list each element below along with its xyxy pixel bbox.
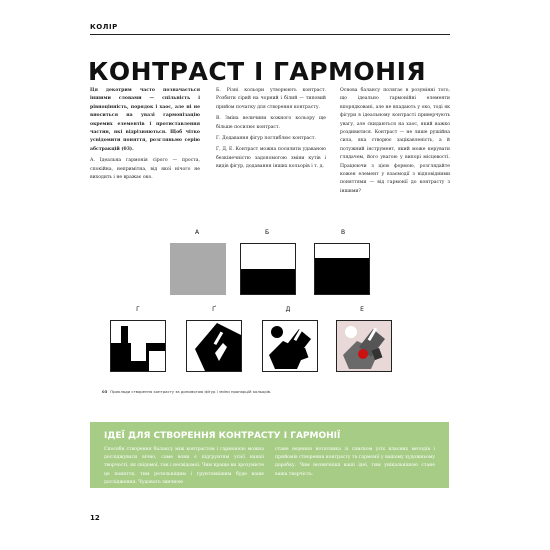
paragraph-gde: Ґ, Д, Е. Контраст можна посилити удаваною безкінечністю задопомогою зміни кутів і видів фігур, додавання інших кольорів і т. д. — [216, 147, 326, 170]
caption-text: Приклади створення контрасту за допомогою фігур і зміни пропорцій кольорів. — [110, 389, 272, 394]
figure-d-circle — [262, 320, 318, 372]
text-column-2 — [216, 87, 326, 175]
figure-label-v: В — [340, 229, 346, 236]
figure-g-ukr-rotated — [186, 320, 242, 372]
text-column-3 — [340, 87, 450, 199]
caption-number: 03 — [102, 389, 108, 394]
figure-e-color — [336, 320, 392, 372]
paragraph-b: Б. Різні кольори утворюють контраст. Розбити сірий на чорний і білий — типовий прийом початку для створення контрасту. — [216, 88, 326, 110]
page-title: КОНТРАСТ І ГАРМОНІЯ — [88, 57, 427, 86]
figure-caption — [102, 389, 271, 394]
section-header: КОЛІР — [90, 23, 118, 31]
figure-label-g-ukr: Ґ — [212, 306, 216, 313]
figure-g-shapes — [110, 320, 166, 372]
figure-label-b: Б — [264, 229, 270, 236]
figure-a-gray — [170, 243, 226, 295]
header-divider — [90, 34, 450, 35]
ideas-text-right: стане ведення нотатника зі списком усіх власних методів і прийомів створення контрасту та гармонії у вашому художньому доробку. Чим незвичніші ваші ідеї, тим унікальнішою стане ваша творчість. — [275, 447, 435, 477]
paragraph-g: Г. Додавання фігур поглиблює контраст. — [216, 136, 316, 142]
intro-paragraph: Ця декотрим часто позначається іншими словами — спільність і рівноцінність, порядок і хаос, але ні не вноситься на увазі гармонізацію окремих елементів і протиставлення частин, які відрізняються. Щоб чітко усвідомити поняття, розгляньмо серію абстракцій (03). — [90, 88, 200, 152]
figure-label-e: Е — [360, 306, 364, 313]
ideas-box — [90, 422, 449, 488]
paragraph-a: А. Ідеальна гармонія сірого — проста, спокійна, непримітна, від якої нічого не виходить і не вражає око. — [90, 158, 200, 181]
paragraph-balance: Основа балансу полягає в розумінні того, що ідеально гармонійні елементи впорядковані, але не впадають у око, тоді як фігури в ідеальному контрасті приверчують увагу, але скидаються на хаос, який важко роздивитися. Контраст — не лише рушійна сила, яка створює зацікавленість, а й потужний інструмент, який може керувати глядачем, його увагою у випорі місцевості. Працюючи з цією формою, розглядайте кожен елемент у взаємодії з відповідними поняттями — від гармонії до контрасту з іншими? — [340, 88, 450, 194]
figure-v-large-black — [314, 243, 370, 295]
page-number: 12 — [90, 514, 100, 522]
figure-label-g: Г — [136, 306, 140, 313]
figure-b-half — [240, 243, 296, 295]
ideas-text-left: Способи створення балансу між контрастом і гармонією можна досліджувати вічно, саме вони є підґрунтям усієї нашої творчості, як свідомої, так і несвідомої. Чим краще ви зрозумієте це поняття, тим ретельнішим і ґрунтовнішим буде ваше дослідження. Чудового звичною — [104, 447, 264, 485]
figure-label-d: Д — [285, 306, 291, 313]
text-column-1 — [90, 87, 200, 185]
ideas-title: ІДЕЇ ДЛЯ СТВОРЕННЯ КОНТРАСТУ І ГАРМОНІЇ — [104, 431, 341, 441]
figure-label-a: А — [194, 229, 200, 236]
paragraph-v: В. Зміна величини кожного кольору ще більше посилює контраст. — [216, 116, 326, 130]
